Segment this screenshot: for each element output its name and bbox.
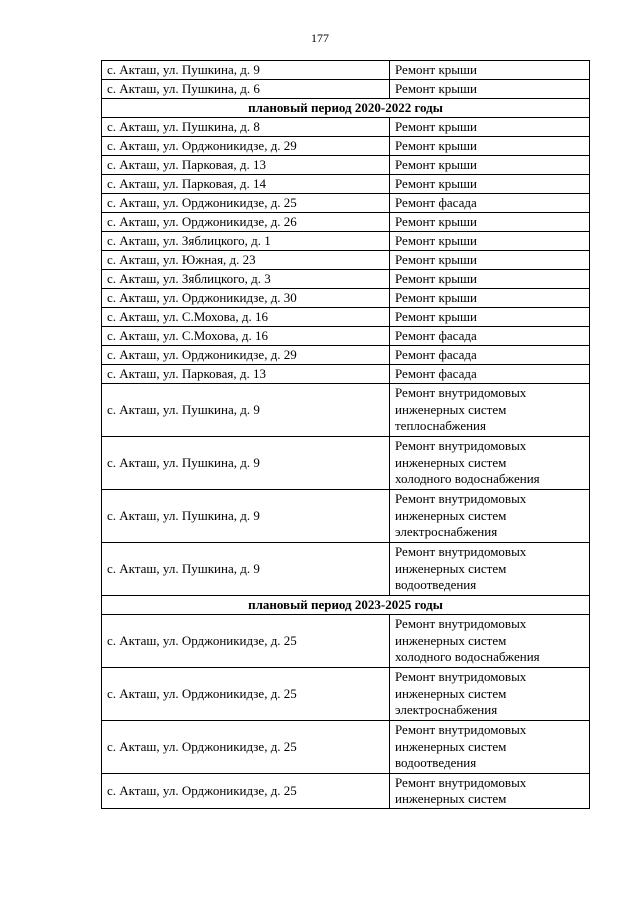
address-cell: с. Акташ, ул. Пушкина, д. 9 [102, 384, 390, 437]
work-type-cell [390, 327, 590, 346]
work-type-cell [390, 384, 590, 437]
work-type-line: инженерных систем [395, 738, 507, 754]
address-cell: с. Акташ, ул. Пушкина, д. 9 [102, 437, 390, 490]
work-type-cell [390, 80, 590, 99]
work-type-line: водоотведения [395, 755, 477, 771]
table-row [102, 721, 590, 774]
work-type-cell [390, 137, 590, 156]
work-type-line: инженерных систем [395, 401, 507, 417]
address-cell: с. Акташ, ул. Пушкина, д. 9 [102, 61, 390, 80]
work-type-line: Ремонт внутридомовых [395, 774, 527, 790]
address-cell: с. Акташ, ул. С.Мохова, д. 16 [102, 308, 390, 327]
work-type-line: Ремонт крыши [395, 271, 477, 286]
table-row [102, 61, 590, 80]
table-row [102, 437, 590, 490]
work-type-line: Ремонт крыши [395, 62, 477, 77]
table-row [102, 213, 590, 232]
work-type-cell [390, 543, 590, 596]
work-type-line: инженерных систем [395, 632, 507, 648]
work-type-cell [390, 213, 590, 232]
table-row [102, 308, 590, 327]
table-row [102, 289, 590, 308]
address-cell: с. Акташ, ул. Орджоникидзе, д. 25 [102, 194, 390, 213]
work-type-line: Ремонт внутридомовых [395, 669, 527, 685]
work-type-line: Ремонт фасада [395, 347, 477, 362]
work-type-line: теплоснабжения [395, 418, 486, 434]
work-type-line: Ремонт фасада [395, 195, 477, 210]
address-cell: с. Акташ, ул. Орджоникидзе, д. 25 [102, 721, 390, 774]
repair-schedule-body [102, 61, 590, 809]
table-row [102, 232, 590, 251]
work-type-line: Ремонт крыши [395, 290, 477, 305]
work-type-cell [390, 194, 590, 213]
address-cell: с. Акташ, ул. Парковая, д. 14 [102, 175, 390, 194]
table-row [102, 137, 590, 156]
work-type-line: Ремонт внутридомовых [395, 544, 527, 560]
work-type-line: Ремонт крыши [395, 252, 477, 267]
work-type-cell [390, 270, 590, 289]
table-row [102, 490, 590, 543]
work-type-line: электроснабжения [395, 702, 498, 718]
table-row [102, 175, 590, 194]
address-cell: с. Акташ, ул. Зяблицкого, д. 1 [102, 232, 390, 251]
work-type-cell [390, 156, 590, 175]
work-type-line: Ремонт внутридомовых [395, 616, 527, 632]
work-type-cell [390, 232, 590, 251]
work-type-line: инженерных систем [395, 685, 507, 701]
work-type-line: холодного водоснабжения [395, 471, 540, 487]
work-type-cell [390, 289, 590, 308]
work-type-cell [390, 308, 590, 327]
work-type-line: электроснабжения [395, 524, 498, 540]
work-type-cell [390, 61, 590, 80]
section-title: плановый период 2020-2022 годы [102, 99, 590, 118]
work-type-line: Ремонт крыши [395, 233, 477, 248]
work-type-line: инженерных систем [395, 454, 507, 470]
work-type-line: Ремонт крыши [395, 119, 477, 134]
table-row [102, 668, 590, 721]
work-type-line: Ремонт крыши [395, 157, 477, 172]
address-cell: с. Акташ, ул. Южная, д. 23 [102, 251, 390, 270]
table-row [102, 270, 590, 289]
section-title: плановый период 2023-2025 годы [102, 596, 590, 615]
work-type-line: Ремонт внутридомовых [395, 385, 527, 401]
address-cell: с. Акташ, ул. С.Мохова, д. 16 [102, 327, 390, 346]
address-cell: с. Акташ, ул. Зяблицкого, д. 3 [102, 270, 390, 289]
work-type-cell [390, 615, 590, 668]
section-header-row [102, 596, 590, 615]
work-type-line: Ремонт крыши [395, 214, 477, 229]
address-cell: с. Акташ, ул. Пушкина, д. 6 [102, 80, 390, 99]
table-row [102, 365, 590, 384]
work-type-line: Ремонт фасада [395, 328, 477, 343]
address-cell: с. Акташ, ул. Орджоникидзе, д. 25 [102, 668, 390, 721]
work-type-line: Ремонт внутридомовых [395, 438, 527, 454]
work-type-cell [390, 251, 590, 270]
address-cell: с. Акташ, ул. Пушкина, д. 8 [102, 118, 390, 137]
work-type-cell [390, 668, 590, 721]
table-row [102, 384, 590, 437]
address-cell: с. Акташ, ул. Орджоникидзе, д. 30 [102, 289, 390, 308]
table-row [102, 543, 590, 596]
table-row [102, 118, 590, 137]
table-row [102, 156, 590, 175]
work-type-line: Ремонт внутридомовых [395, 722, 527, 738]
address-cell: с. Акташ, ул. Парковая, д. 13 [102, 156, 390, 175]
work-type-line: Ремонт фасада [395, 366, 477, 381]
work-type-cell [390, 490, 590, 543]
address-cell: с. Акташ, ул. Орджоникидзе, д. 26 [102, 213, 390, 232]
table-row [102, 346, 590, 365]
table-row [102, 774, 590, 809]
page-number: 177 [311, 31, 329, 45]
work-type-cell [390, 721, 590, 774]
work-type-line: инженерных систем [395, 560, 507, 576]
work-type-line: холодного водоснабжения [395, 649, 540, 665]
repair-schedule-table [101, 60, 590, 809]
work-type-cell [390, 365, 590, 384]
work-type-cell [390, 346, 590, 365]
work-type-line: Ремонт внутридомовых [395, 491, 527, 507]
table-row [102, 251, 590, 270]
address-cell: с. Акташ, ул. Пушкина, д. 9 [102, 543, 390, 596]
work-type-line: Ремонт крыши [395, 138, 477, 153]
table-row [102, 615, 590, 668]
address-cell: с. Акташ, ул. Орджоникидзе, д. 29 [102, 137, 390, 156]
address-cell: с. Акташ, ул. Орджоникидзе, д. 29 [102, 346, 390, 365]
work-type-cell [390, 175, 590, 194]
work-type-line: инженерных систем [395, 791, 507, 806]
work-type-cell [390, 437, 590, 490]
work-type-cell [390, 774, 590, 809]
section-header-row [102, 99, 590, 118]
address-cell: с. Акташ, ул. Орджоникидзе, д. 25 [102, 774, 390, 809]
address-cell: с. Акташ, ул. Парковая, д. 13 [102, 365, 390, 384]
table-row [102, 327, 590, 346]
work-type-line: Ремонт крыши [395, 176, 477, 191]
work-type-line: Ремонт крыши [395, 81, 477, 96]
work-type-line: Ремонт крыши [395, 309, 477, 324]
table-row [102, 80, 590, 99]
address-cell: с. Акташ, ул. Орджоникидзе, д. 25 [102, 615, 390, 668]
table-row [102, 194, 590, 213]
address-cell: с. Акташ, ул. Пушкина, д. 9 [102, 490, 390, 543]
work-type-cell [390, 118, 590, 137]
work-type-line: водоотведения [395, 577, 477, 593]
work-type-line: инженерных систем [395, 507, 507, 523]
